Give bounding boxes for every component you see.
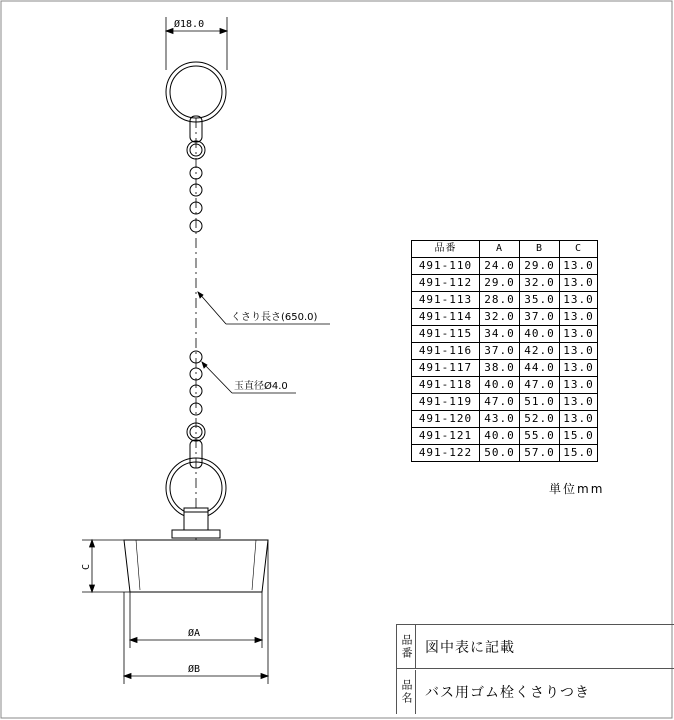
dim-a [130,592,262,648]
parts-table [411,240,598,462]
ring-diameter-label: Ø18.0 [174,19,205,30]
table-row [412,326,598,343]
cell-a: 38.0 [480,360,520,377]
dim-b-label: ØB [188,664,201,675]
cell-part-number: 491-110 [412,258,480,275]
cell-a: 50.0 [480,445,520,462]
cell-b: 29.0 [520,258,560,275]
cell-c: 13.0 [560,394,598,411]
cell-part-number: 491-119 [412,394,480,411]
title-block [396,624,674,714]
cell-c: 13.0 [560,411,598,428]
table-row [412,275,598,292]
table-row [412,343,598,360]
part-name-label: 品名 [397,670,416,714]
cell-c: 13.0 [560,258,598,275]
part-number-value: 図中表に記載 [425,639,515,656]
cell-a: 40.0 [480,428,520,445]
table-row [412,445,598,462]
cell-c: 13.0 [560,326,598,343]
cell-part-number: 491-115 [412,326,480,343]
cell-b: 42.0 [520,343,560,360]
header-a: A [480,241,520,258]
table-row [412,377,598,394]
cell-b: 40.0 [520,326,560,343]
cell-a: 37.0 [480,343,520,360]
cell-a: 29.0 [480,275,520,292]
cell-a: 28.0 [480,292,520,309]
cell-c: 15.0 [560,428,598,445]
cell-a: 43.0 [480,411,520,428]
table-row [412,309,598,326]
cell-b: 55.0 [520,428,560,445]
table-row [412,258,598,275]
cell-part-number: 491-114 [412,309,480,326]
unit-note: 単位mm [549,482,605,496]
cell-b: 52.0 [520,411,560,428]
table-row [412,394,598,411]
table-row [412,292,598,309]
cell-part-number: 491-121 [412,428,480,445]
cell-b: 35.0 [520,292,560,309]
table-header-row [412,241,598,258]
rubber-stopper-body [124,540,268,592]
cell-c: 13.0 [560,275,598,292]
table-row [412,411,598,428]
part-name-value: バス用ゴム栓くさりつき [425,685,590,701]
cell-a: 32.0 [480,309,520,326]
cell-part-number: 491-113 [412,292,480,309]
ball-diameter-label: 玉直径Ø4.0 [234,381,288,392]
cell-part-number: 491-122 [412,445,480,462]
header-part-number: 品番 [412,241,480,258]
dim-c-label: C [81,563,92,570]
cell-b: 37.0 [520,309,560,326]
header-c: C [560,241,598,258]
cell-b: 32.0 [520,275,560,292]
chain-length-label: くさり長さ(650.0) [231,312,318,323]
cell-c: 15.0 [560,445,598,462]
cell-part-number: 491-112 [412,275,480,292]
cell-a: 40.0 [480,377,520,394]
cell-a: 24.0 [480,258,520,275]
table-row [412,360,598,377]
header-b: B [520,241,560,258]
title-block-part-number-row [397,625,674,669]
cell-part-number: 491-120 [412,411,480,428]
part-number-label: 品番 [397,625,416,668]
cell-b: 44.0 [520,360,560,377]
pull-ring [166,62,226,122]
cell-c: 13.0 [560,360,598,377]
cell-c: 13.0 [560,292,598,309]
cell-a: 47.0 [480,394,520,411]
cell-part-number: 491-116 [412,343,480,360]
cell-c: 13.0 [560,377,598,394]
cell-b: 57.0 [520,445,560,462]
cell-b: 47.0 [520,377,560,394]
dim-a-label: ØA [188,628,201,639]
cell-c: 13.0 [560,309,598,326]
cell-b: 51.0 [520,394,560,411]
cell-part-number: 491-118 [412,377,480,394]
table-row [412,428,598,445]
cell-c: 13.0 [560,343,598,360]
title-block-part-name-row [397,670,674,714]
cell-a: 34.0 [480,326,520,343]
cell-part-number: 491-117 [412,360,480,377]
